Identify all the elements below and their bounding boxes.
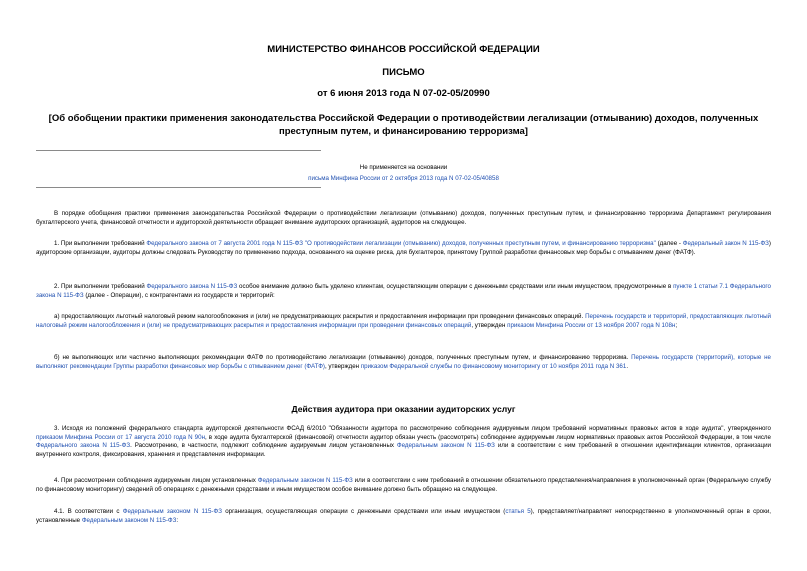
paragraph-4: [36, 477, 771, 494]
paragraph-4-1-text: :: [176, 516, 179, 524]
paragraph-2a: [36, 313, 771, 330]
paragraph-3: [36, 425, 771, 459]
paragraph-3-text: . Рассмотрению, в частности, подлежит соблюдение аудируемым лицом установленных: [130, 442, 397, 450]
paragraph-2-text: (далее - Операции), с контрагентами из государств и территорий:: [83, 291, 275, 299]
article-7-1-link[interactable]: пункте 1 статьи 7.1 Федерального закона N 115-ФЗ: [36, 283, 771, 299]
status-note-link[interactable]: письма Минфина России от 2 октября 2013 года N 07-02-05/40858: [308, 175, 499, 182]
status-divider-top: [36, 150, 321, 151]
document-type-heading: ПИСЬМО: [382, 67, 425, 78]
document-title: [Об обобщении практики применения законодательства Российской Федерации о противодействии легализации (отмыванию) доходов, полученных преступным путем, и финансированию терроризма]: [48, 113, 759, 137]
paragraph-2-text: особое внимание должно быть уделено клиентам, осуществляющим операции с денежными средствами или иным имуществом, предусмотренные в: [237, 283, 674, 290]
paragraph-2a-text: а) предоставляющих льготный налоговый режим налогообложения и (или) не предусматривающих раскрытия и предоставления информации при проведении финансовых операций.: [54, 313, 586, 320]
ministry-heading: МИНИСТЕРСТВО ФИНАНСОВ РОССИЙСКОЙ ФЕДЕРАЦИИ: [267, 44, 540, 55]
article-5-link[interactable]: статья 5: [505, 508, 531, 515]
status-note-text: Не применяется на основании: [359, 164, 448, 171]
paragraph-4-text: или в соответствии с ним требований в отношении обязательного представления/направления в уполномоченный орган (Федеральную службу по финансовому мониторингу) сведений об операциях с денежными средствами и иным имуществом особое внимание должно быть обращено на следующее.: [36, 477, 771, 493]
status-note-line: [0, 174, 807, 183]
paragraph-intro: В порядке обобщения практики применения законодательства Российской Федерации о противодействии легализации (отмыванию) доходов, полученных преступным путем, и финансированию терроризма Департамент регулирования бухгалтерского учета, финансовой отчетности и аудиторской деятельности обращает внимание аудиторских организаций, аудиторов на следующее.: [36, 210, 771, 226]
order-108n-link[interactable]: приказом Минфина России от 13 ноября 2007 года N 108н: [507, 321, 676, 329]
paragraph-1-text: ) аудиторские организации, аудиторы должны следовать Руководству по применению подхода, основанного на оценке риска, для бухгалтеров, принятому Группой разработки финансовых мер борьбы с отмыванием денег (ФАТФ).: [36, 240, 771, 256]
law-115-fz-link[interactable]: Федерального закона N 115-ФЗ: [146, 283, 238, 290]
paragraph-3-text: , в ходе аудита бухгалтерской (финансовой) отчетности аудитор обязан учесть (рассмотреть) соблюдение аудируемым лицом нормативных правовых актов Российской Федерации, в том числе: [204, 433, 771, 441]
paragraph-3-text: или в соответствии с ним требований в отношении идентификации клиентов, организации внутреннего контроля, фиксирования, хранения и представления информации.: [36, 442, 771, 458]
law-115-fz-short-link[interactable]: Федеральный закон N 115-ФЗ: [682, 240, 769, 247]
paragraph-4-1-text: ), представляет/направляет непосредственно в уполномоченный орган в сроки, установленные: [36, 508, 771, 524]
paragraph-4-1-text: организация, осуществляющая операции с денежными средствами или иным имуществом (: [221, 508, 506, 515]
law-115-fz-link[interactable]: Федерального закона N 115-ФЗ: [36, 442, 131, 450]
section-subheading: Действия аудитора при оказании аудиторских услуг: [291, 404, 516, 414]
paragraph-2b-text: , утвержден: [324, 362, 361, 370]
offshore-list-link[interactable]: Перечень государств и территорий, предоставляющих льготный налоговый режим налогообложения и (или) не предусматривающих раскрытия и предоставления информации при проведении финансовых операций: [36, 313, 772, 329]
paragraph-4-1-text: 4.1. В соответствии с: [54, 508, 123, 515]
paragraph-1-text: 1. При выполнении требований: [54, 240, 147, 247]
paragraph-4-text: 4. При рассмотрении соблюдения аудируемым лицом установленных: [54, 477, 258, 484]
paragraph-2a-text: , утвержден: [471, 321, 508, 329]
paragraph-3-text: 3. Исходя из положений федерального стандарта аудиторской деятельности ФСАД 6/2010 "Обязанности аудитора по рассмотрению соблюдения аудируемым лицом требований нормативных правовых актов в ходе аудита", утвержденного: [54, 425, 771, 432]
fatf-list-link[interactable]: Перечень государств (территорий), которые не выполняют рекомендации Группы разработки финансовых мер борьбы с отмыванием денег (ФАТФ): [36, 354, 771, 370]
paragraph-4-1: [36, 508, 771, 525]
paragraph-2b-text: .: [626, 362, 629, 370]
law-115-fz-link[interactable]: Федеральным законом N 115-ФЗ: [396, 442, 495, 450]
paragraph-2a-text: ;: [675, 321, 678, 329]
paragraph-2-text: 2. При выполнении требований: [54, 283, 147, 290]
paragraph-2b: [36, 354, 771, 371]
paragraph-2: [36, 283, 771, 300]
paragraph-2b-text: б) не выполняющих или частично выполняющих рекомендации ФАТФ по противодействию легализации (отмыванию) доходов, полученных преступным путем, и финансированию терроризма.: [54, 354, 632, 361]
law-115-fz-link[interactable]: Федеральным законом N 115-ФЗ: [257, 477, 353, 484]
paragraph-1-text: (далее -: [655, 240, 683, 247]
order-361-link[interactable]: приказом Федеральной службы по финансовому мониторингу от 10 ноября 2011 года N 361: [360, 362, 627, 370]
law-115-fz-link[interactable]: Федеральным законом N 115-ФЗ: [122, 508, 222, 515]
paragraph-1: [36, 240, 771, 257]
status-divider-bottom: [36, 187, 321, 188]
order-90n-link[interactable]: приказом Минфина России от 17 августа 2010 года N 90н: [36, 433, 205, 441]
law-115-fz-link[interactable]: Федерального закона от 7 августа 2001 года N 115-ФЗ "О противодействии легализации (отмыванию) доходов, полученных преступным путем, и финансированию терроризма": [146, 240, 656, 247]
document-date-number: от 6 июня 2013 года N 07-02-05/20990: [317, 88, 490, 99]
law-115-fz-link[interactable]: Федеральным законом N 115-ФЗ: [81, 516, 177, 524]
